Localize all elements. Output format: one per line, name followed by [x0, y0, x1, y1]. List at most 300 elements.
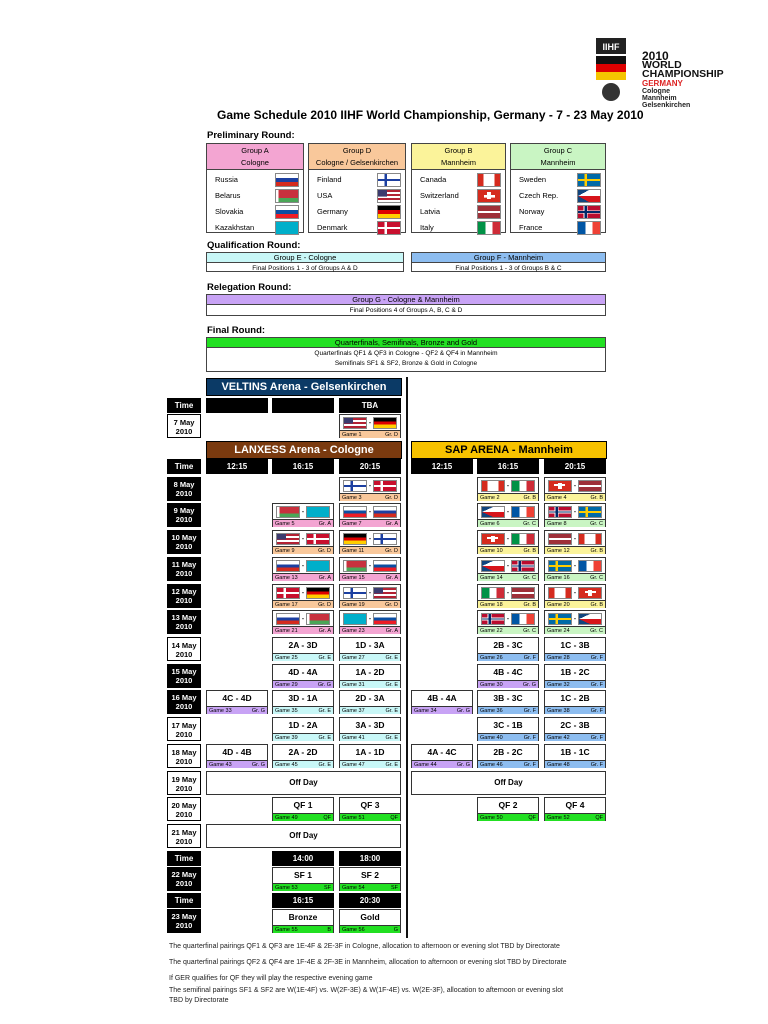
game-number: Game 15 — [342, 575, 365, 581]
game-number: Game 1 — [342, 432, 362, 438]
game-number: Game 55 — [275, 927, 298, 933]
game-matchup: 1A - 2D — [355, 667, 385, 677]
game-number: Game 43 — [209, 762, 232, 768]
game-teams: - — [340, 611, 400, 626]
game-number: Game 13 — [275, 575, 298, 581]
game-matchup: 4D - 4A — [288, 667, 318, 677]
team-name: Czech Rep. — [519, 191, 559, 200]
game-group: Gr. F — [590, 682, 603, 688]
usa-flag-icon — [377, 189, 401, 203]
game-number: Game 6 — [480, 521, 500, 527]
game-number: Game 9 — [275, 548, 295, 554]
day-label: 11 May 2010 — [167, 557, 201, 581]
game-matchup: SF 2 — [361, 870, 379, 880]
group-header — [207, 144, 303, 170]
team-name: Germany — [317, 207, 348, 216]
game-group: Gr. B — [523, 495, 536, 501]
finland-flag-icon — [343, 480, 367, 492]
game-matchup: 1B - 1C — [560, 747, 590, 757]
game-51[interactable] — [339, 797, 401, 821]
game-number: Game 44 — [414, 762, 437, 768]
game-29[interactable] — [272, 664, 334, 688]
game-matchup: 1D - 3A — [355, 640, 385, 650]
game-group: Gr. G — [317, 682, 331, 688]
lanxess-arena-header: LANXESS Arena - Cologne — [206, 441, 402, 459]
game-17[interactable] — [272, 584, 334, 608]
game-11[interactable] — [339, 530, 401, 554]
game-group: Gr. A — [318, 575, 331, 581]
norway-flag-icon — [481, 613, 505, 625]
game-39[interactable] — [272, 717, 334, 741]
game-footer — [340, 813, 400, 821]
russia-flag-icon — [373, 506, 397, 518]
game-footer — [340, 626, 400, 634]
game-30[interactable] — [477, 664, 539, 688]
time-slot: 16:15 — [272, 893, 334, 908]
denmark-flag-icon — [377, 221, 401, 235]
footnote: The semifinal pairings SF1 & SF2 are W(1E-4F) vs. W(2F-3E) & W(1F-4E) vs. W(2E-3F), allocation to afternoon or evening slot — [169, 987, 564, 994]
game-footer — [545, 600, 605, 608]
game-41[interactable] — [339, 717, 401, 741]
day-label: 19 May 2010 — [167, 771, 201, 795]
game-number: Game 35 — [275, 708, 298, 714]
game-number: Game 2 — [480, 495, 500, 501]
sweden-flag-icon — [577, 173, 601, 187]
game-20[interactable] — [544, 584, 606, 608]
footnote: The quarterfinal pairings QF2 & QF4 are 1F-4E & 2F-3E in Mannheim, allocation to afternoon or evening slot TBD by Directorate — [169, 959, 567, 966]
game-group: Gr. D — [318, 602, 331, 608]
game-5[interactable] — [272, 503, 334, 527]
usa-flag-icon — [276, 533, 300, 545]
game-matchup: 1A - 1D — [355, 747, 385, 757]
game-number: Game 27 — [342, 655, 365, 661]
sap-arena-header: SAP ARENA - Mannheim — [411, 441, 607, 459]
game-number: Game 14 — [480, 575, 503, 581]
game-number: Game 26 — [480, 655, 503, 661]
game-number: Game 47 — [342, 762, 365, 768]
game-number: Game 23 — [342, 628, 365, 634]
game-number: Game 4 — [547, 495, 567, 501]
game-43[interactable] — [206, 744, 268, 768]
game-group: Gr. A — [318, 521, 331, 527]
game-number: Game 20 — [547, 602, 570, 608]
game-group: Gr. C — [590, 521, 603, 527]
game-49[interactable] — [272, 797, 334, 821]
game-teams: - — [273, 558, 333, 573]
game-footer — [545, 706, 605, 714]
game-group: Gr. E — [318, 655, 331, 661]
denmark-flag-icon — [276, 587, 300, 599]
game-number: Game 3 — [342, 495, 362, 501]
game-footer — [340, 653, 400, 661]
game-matchup: 3D - 1A — [288, 693, 318, 703]
game-46[interactable] — [477, 744, 539, 768]
group-g-desc: Final Positions 4 of Groups A, B, C & D — [349, 307, 463, 314]
game-teams: - — [545, 611, 605, 626]
svg-text:IIHF: IIHF — [602, 42, 620, 52]
sweden-flag-icon — [578, 506, 602, 518]
game-38[interactable] — [544, 690, 606, 714]
day-label: 16 May 2010 — [167, 690, 201, 714]
game-group: QF — [595, 815, 603, 821]
denmark-flag-icon — [373, 480, 397, 492]
game-teams: - — [340, 558, 400, 573]
team-name: Slovakia — [215, 207, 244, 216]
game-group: Gr. E — [385, 682, 398, 688]
logo-text: 2010 WORLD CHAMPIONSHIP GERMANY Cologne Mannheim Gelsenkirchen — [642, 49, 724, 109]
game-55[interactable] — [272, 909, 334, 933]
group-header — [309, 144, 405, 170]
belarus-flag-icon — [343, 560, 367, 572]
game-22[interactable] — [477, 610, 539, 634]
game-group: Gr. C — [590, 628, 603, 634]
game-47[interactable] — [339, 744, 401, 768]
game-footer — [478, 653, 538, 661]
game-27[interactable] — [339, 637, 401, 661]
game-42[interactable] — [544, 717, 606, 741]
game-footer — [273, 600, 333, 608]
game-number: Game 11 — [342, 548, 365, 554]
game-footer — [545, 546, 605, 554]
time-slot — [206, 398, 268, 413]
game-12[interactable] — [544, 530, 606, 554]
game-number: Game 19 — [342, 602, 365, 608]
team-name: USA — [317, 191, 333, 200]
day-label: 9 May 2010 — [167, 503, 201, 527]
final-round-box — [206, 337, 606, 372]
game-teams: - — [478, 478, 538, 493]
germany-flag-icon — [306, 587, 330, 599]
time-slot: 12:15 — [411, 459, 473, 474]
game-23[interactable] — [339, 610, 401, 634]
game-teams: - — [340, 585, 400, 600]
game-34[interactable] — [411, 690, 473, 714]
team-name: France — [519, 223, 543, 232]
game-48[interactable] — [544, 744, 606, 768]
game-56[interactable] — [339, 909, 401, 933]
time-slot: 16:15 — [477, 459, 539, 474]
game-2[interactable] — [477, 477, 539, 501]
game-teams: - — [478, 531, 538, 546]
game-matchup: 4B - 4C — [493, 667, 523, 677]
game-matchup: 1B - 2C — [560, 667, 590, 677]
game-3[interactable] — [339, 477, 401, 501]
game-footer — [340, 883, 400, 891]
footnote: The quarterfinal pairings QF1 & QF3 are 1E-4F & 2E-3F in Cologne, allocation to afternoon or evening slot TBD by Directorate — [169, 943, 560, 950]
game-52[interactable] — [544, 797, 606, 821]
time-slot: 20:15 — [339, 459, 401, 474]
game-group: Gr. E — [318, 735, 331, 741]
game-group: Gr. A — [385, 521, 398, 527]
usa-flag-icon — [373, 587, 397, 599]
arena-divider — [406, 377, 408, 938]
game-25[interactable] — [272, 637, 334, 661]
russia-flag-icon — [276, 613, 300, 625]
game-group: Gr. G — [456, 762, 470, 768]
game-number: Game 54 — [342, 885, 365, 891]
czechrep-flag-icon — [481, 560, 505, 572]
group-name: Group C — [543, 146, 573, 155]
game-footer — [478, 493, 538, 501]
game-group: Gr. F — [590, 735, 603, 741]
footnote: If GER qualifies for QF they will play the respective evening game — [169, 975, 373, 982]
game-matchup: QF 1 — [293, 800, 313, 810]
germany-flag-icon — [377, 205, 401, 219]
kazakhstan-flag-icon — [306, 560, 330, 572]
finland-flag-icon — [373, 533, 397, 545]
germany-flag-icon — [343, 533, 367, 545]
game-matchup: 1C - 3B — [560, 640, 590, 650]
italy-flag-icon — [477, 221, 501, 235]
game-40[interactable] — [477, 717, 539, 741]
game-footer — [478, 706, 538, 714]
czechrep-flag-icon — [577, 189, 601, 203]
game-group: QF — [323, 815, 331, 821]
group-city: Mannheim — [540, 158, 576, 167]
latvia-flag-icon — [548, 533, 572, 545]
game-number: Game 50 — [480, 815, 503, 821]
game-footer — [478, 519, 538, 527]
game-4[interactable] — [544, 477, 606, 501]
switzerland-flag-icon — [578, 587, 602, 599]
latvia-flag-icon — [578, 480, 602, 492]
game-teams: - — [340, 504, 400, 519]
game-number: Game 16 — [547, 575, 570, 581]
game-group: Gr. C — [590, 575, 603, 581]
game-teams: - — [478, 504, 538, 519]
game-group: QF — [528, 815, 536, 821]
game-group: G — [393, 927, 398, 933]
game-9[interactable] — [272, 530, 334, 554]
game-group: Gr. F — [523, 762, 536, 768]
game-group: Gr. F — [590, 762, 603, 768]
canada-flag-icon — [477, 173, 501, 187]
iihf-emblem-icon — [596, 36, 632, 104]
france-flag-icon — [511, 613, 535, 625]
game-group: Gr. C — [523, 628, 536, 634]
time-header: Time — [167, 398, 201, 413]
game-18[interactable] — [477, 584, 539, 608]
game-footer — [340, 760, 400, 768]
team-name: Russia — [215, 175, 238, 184]
game-teams: - — [478, 611, 538, 626]
game-53[interactable] — [272, 867, 334, 891]
game-37[interactable] — [339, 690, 401, 714]
game-26[interactable] — [477, 637, 539, 661]
game-33[interactable] — [206, 690, 268, 714]
game-group: Gr. D — [385, 495, 398, 501]
group-name: Group B — [444, 146, 473, 155]
game-number: Game 51 — [342, 815, 365, 821]
team-name: Sweden — [519, 175, 547, 184]
game-matchup: 3B - 3C — [493, 693, 523, 703]
game-number: Game 38 — [547, 708, 570, 714]
switzerland-flag-icon — [477, 189, 501, 203]
game-matchup: 4A - 4C — [427, 747, 457, 757]
game-footer — [478, 813, 538, 821]
game-number: Game 40 — [480, 735, 503, 741]
game-matchup: 4D - 4B — [222, 747, 252, 757]
italy-flag-icon — [481, 587, 505, 599]
game-45[interactable] — [272, 744, 334, 768]
game-50[interactable] — [477, 797, 539, 821]
game-footer — [545, 573, 605, 581]
group-g-box — [206, 294, 606, 316]
game-matchup: QF 3 — [360, 800, 380, 810]
game-footer — [478, 546, 538, 554]
day-label: 7 May 2010 — [167, 414, 201, 438]
game-number: Game 12 — [547, 548, 570, 554]
game-group: Gr. C — [523, 575, 536, 581]
game-footer — [273, 546, 333, 554]
day-label: 22 May 2010 — [167, 867, 201, 891]
slovakia-flag-icon — [373, 613, 397, 625]
game-teams: - — [273, 504, 333, 519]
game-number: Game 33 — [209, 708, 232, 714]
game-8[interactable] — [544, 503, 606, 527]
game-group: Gr. F — [523, 655, 536, 661]
day-label: 17 May 2010 — [167, 717, 201, 741]
game-number: Game 18 — [480, 602, 503, 608]
game-group: Gr. B — [590, 495, 603, 501]
game-footer — [273, 925, 333, 933]
team-name: Norway — [519, 207, 545, 216]
game-54[interactable] — [339, 867, 401, 891]
group-box-group-b — [411, 143, 506, 233]
game-teams: - — [545, 478, 605, 493]
off-day-cologne: Off Day — [206, 771, 401, 795]
team-name: Finland — [317, 175, 342, 184]
game-footer — [478, 680, 538, 688]
game-44[interactable] — [411, 744, 473, 768]
game-number: Game 8 — [547, 521, 567, 527]
belarus-flag-icon — [275, 189, 299, 203]
game-footer — [207, 760, 267, 768]
game-footer — [273, 733, 333, 741]
norway-flag-icon — [548, 506, 572, 518]
time-slot — [272, 398, 334, 413]
latvia-flag-icon — [477, 205, 501, 219]
game-group: Gr. G — [251, 762, 265, 768]
kazakhstan-flag-icon — [343, 613, 367, 625]
switzerland-flag-icon — [548, 480, 572, 492]
game-footer — [545, 626, 605, 634]
game-teams: - — [340, 478, 400, 493]
finland-flag-icon — [343, 587, 367, 599]
game-footer — [273, 626, 333, 634]
game-footer — [478, 733, 538, 741]
team-name: Switzerland — [420, 191, 459, 200]
sweden-flag-icon — [548, 560, 572, 572]
game-footer — [340, 430, 400, 438]
day-label: 14 May 2010 — [167, 637, 201, 661]
game-number: Game 46 — [480, 762, 503, 768]
game-number: Game 36 — [480, 708, 503, 714]
game-group: Gr. D — [385, 602, 398, 608]
game-36[interactable] — [477, 690, 539, 714]
game-19[interactable] — [339, 584, 401, 608]
game-14[interactable] — [477, 557, 539, 581]
game-13[interactable] — [272, 557, 334, 581]
game-15[interactable] — [339, 557, 401, 581]
team-name: Latvia — [420, 207, 441, 216]
game-group: Gr. E — [318, 762, 331, 768]
game-footer — [273, 653, 333, 661]
team-name: Italy — [420, 223, 434, 232]
game-6[interactable] — [477, 503, 539, 527]
game-16[interactable] — [544, 557, 606, 581]
time-header: Time — [167, 893, 201, 908]
game-number: Game 37 — [342, 708, 365, 714]
game-matchup: 2D - 3A — [355, 693, 385, 703]
game-group: Gr. D — [318, 548, 331, 554]
game-matchup: 4C - 4D — [222, 693, 252, 703]
game-footer — [340, 519, 400, 527]
game-matchup: 4B - 4A — [427, 693, 457, 703]
game-group: QF — [390, 815, 398, 821]
norway-flag-icon — [577, 205, 601, 219]
game-24[interactable] — [544, 610, 606, 634]
game-number: Game 45 — [275, 762, 298, 768]
denmark-flag-icon — [306, 533, 330, 545]
game-teams: - — [545, 504, 605, 519]
game-group: Gr. F — [523, 708, 536, 714]
game-teams: - — [545, 558, 605, 573]
day-label: 18 May 2010 — [167, 744, 201, 768]
day-label: 21 May 2010 — [167, 824, 201, 848]
game-matchup: SF 1 — [294, 870, 312, 880]
game-7[interactable] — [339, 503, 401, 527]
game-group: Gr. A — [318, 628, 331, 634]
group-city: Cologne / Gelsenkirchen — [315, 158, 399, 167]
slovakia-flag-icon — [275, 205, 299, 219]
qual-label: Qualification Round: — [207, 240, 301, 251]
game-21[interactable] — [272, 610, 334, 634]
game-number: Game 32 — [547, 682, 570, 688]
game-number: Game 24 — [547, 628, 570, 634]
group-city: Cologne — [241, 158, 269, 167]
game-teams: - — [273, 531, 333, 546]
game-1[interactable] — [339, 414, 401, 438]
game-number: Game 30 — [480, 682, 503, 688]
game-35[interactable] — [272, 690, 334, 714]
game-number: Game 10 — [480, 548, 503, 554]
czechrep-flag-icon — [481, 506, 505, 518]
game-footer — [273, 573, 333, 581]
team-name: Belarus — [215, 191, 241, 200]
game-footer — [340, 706, 400, 714]
game-group: Gr. E — [318, 708, 331, 714]
game-number: Game 28 — [547, 655, 570, 661]
game-footer — [478, 760, 538, 768]
game-10[interactable] — [477, 530, 539, 554]
game-number: Game 34 — [414, 708, 437, 714]
game-footer — [478, 626, 538, 634]
game-matchup: 2B - 2C — [493, 747, 523, 757]
game-32[interactable] — [544, 664, 606, 688]
game-group: Gr. F — [590, 655, 603, 661]
game-31[interactable] — [339, 664, 401, 688]
game-group: SF — [323, 885, 331, 891]
time-slot: TBA — [339, 398, 401, 413]
group-name: Group D — [342, 146, 372, 155]
game-group: Gr. E — [385, 708, 398, 714]
off-day-cologne-21: Off Day — [206, 824, 401, 848]
game-footer — [478, 573, 538, 581]
game-28[interactable] — [544, 637, 606, 661]
team-name: Denmark — [317, 223, 348, 232]
time-slot: 14:00 — [272, 851, 334, 866]
